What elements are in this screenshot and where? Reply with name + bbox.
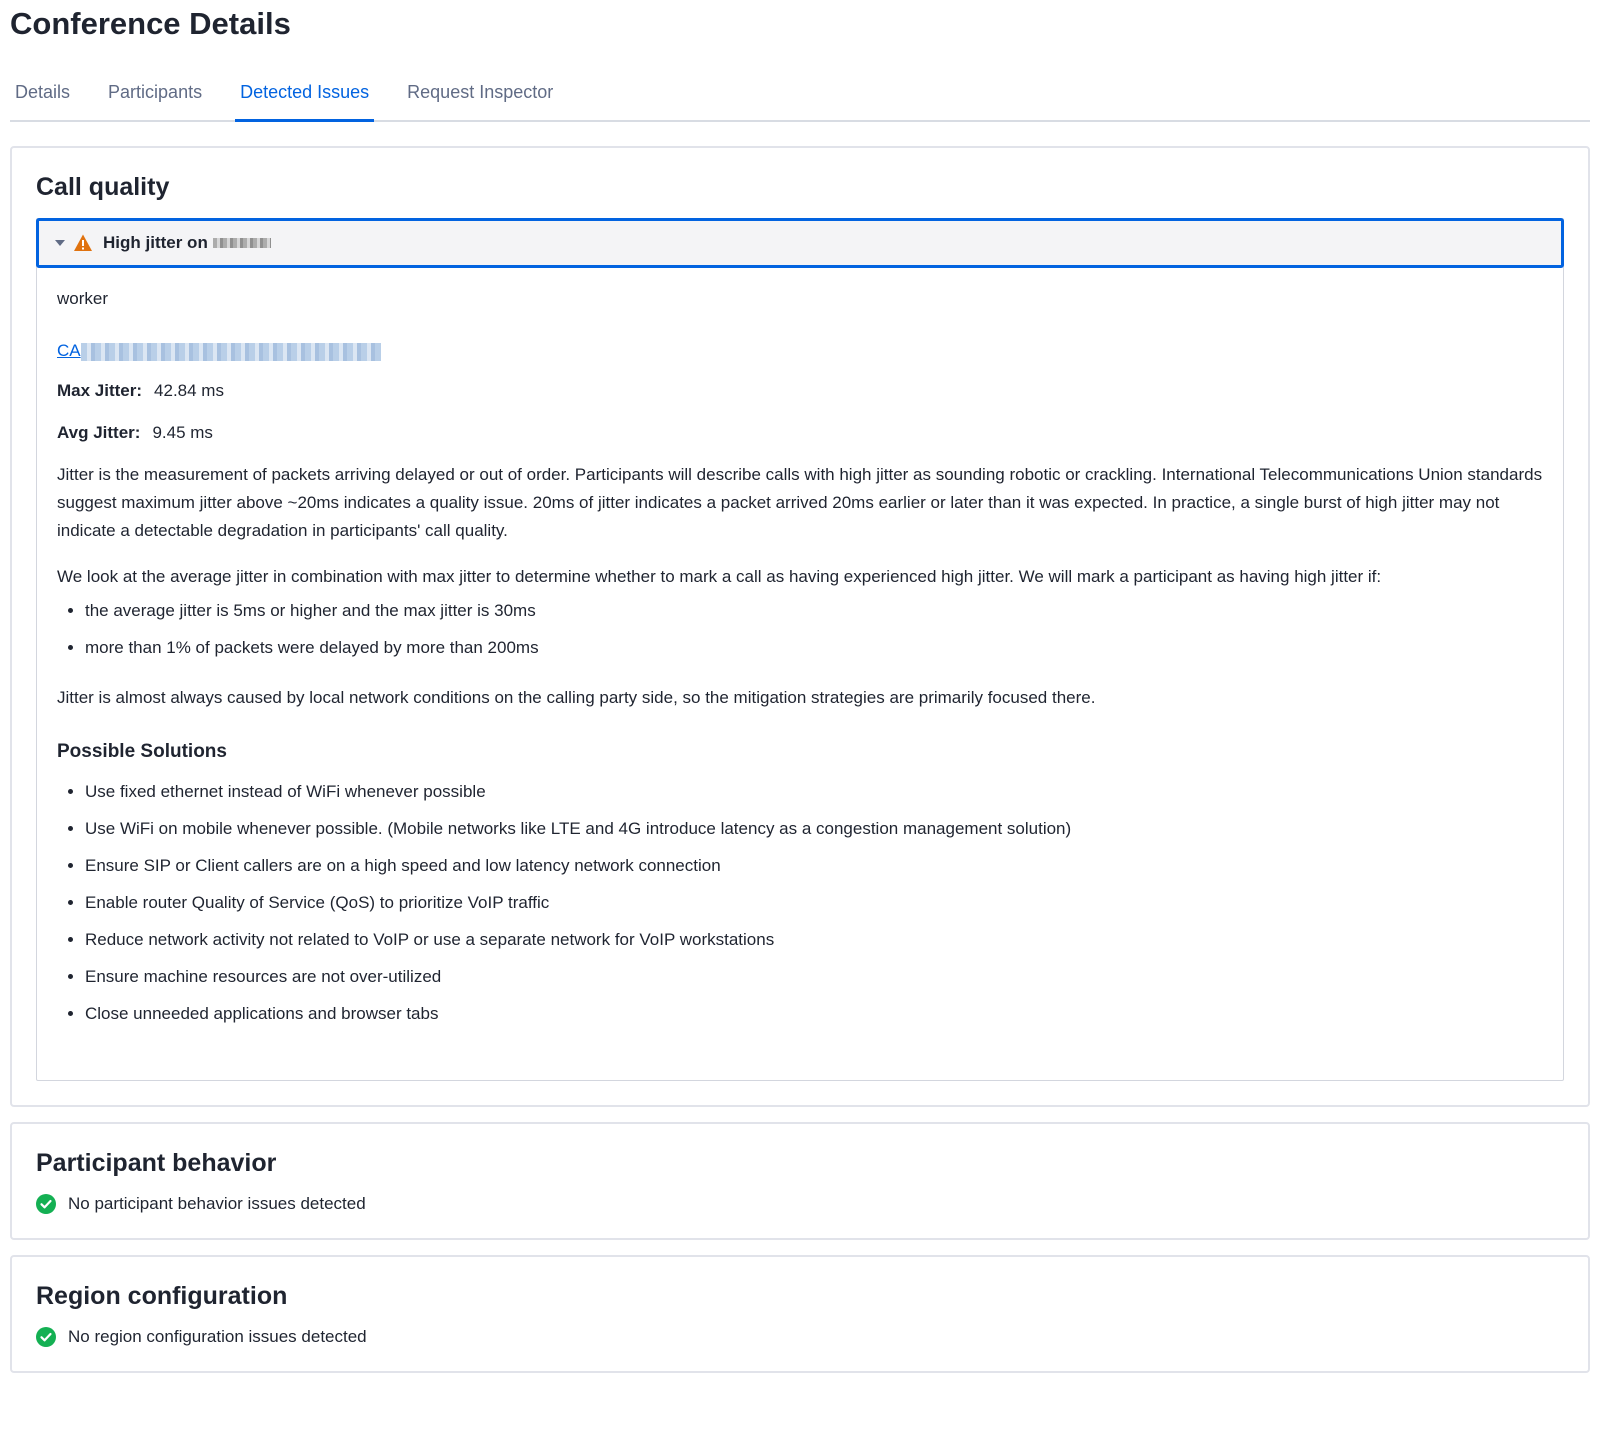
call-sid-link[interactable] (57, 341, 381, 360)
list-item: • Use fixed ethernet instead of WiFi whenever possible (85, 778, 1543, 806)
tab-details[interactable]: Details (15, 82, 71, 102)
issue-title: High jitter on (103, 233, 208, 252)
list-item: • Use WiFi on mobile whenever possible. (Mobile networks like LTE and 4G introduce latency as a congestion management solution) (85, 815, 1543, 843)
check-circle-icon (36, 1194, 56, 1214)
call-sid-prefix: CA (57, 341, 81, 360)
tab-detected-issues[interactable]: Detected Issues (235, 82, 374, 122)
tab-participants[interactable]: Participants (108, 82, 203, 102)
call-quality-heading: Call quality (36, 173, 170, 201)
call-quality-card (10, 146, 1590, 1107)
max-jitter-row (57, 377, 1543, 405)
max-jitter-label: Max Jitter: (57, 381, 143, 400)
participant-behavior-card (10, 1122, 1590, 1240)
solutions-heading: Possible Solutions (57, 741, 227, 762)
participant-behavior-status (36, 1194, 1564, 1214)
region-configuration-heading: Region configuration (36, 1282, 288, 1310)
redacted-call-sid (81, 343, 381, 361)
region-configuration-status (36, 1327, 1564, 1347)
list-item: • the average jitter is 5ms or higher and the max jitter is 30ms (85, 597, 1543, 625)
participant-role: worker (57, 289, 109, 308)
region-configuration-card (10, 1255, 1590, 1373)
chevron-down-icon (55, 240, 65, 246)
list-item: • Enable router Quality of Service (QoS) to prioritize VoIP traffic (85, 889, 1543, 917)
list-item: • more than 1% of packets were delayed by more than 200ms (85, 634, 1543, 662)
avg-jitter-row (57, 419, 1543, 447)
list-item: • Reduce network activity not related to VoIP or use a separate network for VoIP workstations (85, 926, 1543, 954)
max-jitter-value: 42.84 ms (154, 381, 224, 400)
check-circle-icon (36, 1327, 56, 1347)
issue-details (37, 267, 1563, 1080)
tab-request-inspector[interactable]: Request Inspector (407, 82, 554, 102)
criteria-list (57, 597, 1543, 662)
page-title: Conference Details (10, 6, 291, 41)
jitter-description: Jitter is the measurement of packets arriving delayed or out of order. Participants will describe calls with high jitter as sounding robotic or crackling. International Telecommunications Union standards suggest maximum jitter above ~20ms indicates a quality issue. 20ms of jitter indicates a packet arrived 20ms earlier or later than it was expected. In practice, a single burst of high jitter may not indicate a detectable degradation in participants' call quality. (57, 465, 1543, 540)
list-item: • Close unneeded applications and browser tabs (85, 1000, 1543, 1028)
redacted-participant-name (213, 238, 271, 248)
participant-behavior-status-text: No participant behavior issues detected (68, 1194, 366, 1213)
list-item: • Ensure SIP or Client callers are on a high speed and low latency network connection (85, 852, 1543, 880)
high-jitter-disclosure-header[interactable] (36, 218, 1564, 268)
warning-icon (73, 233, 93, 253)
call-sid (57, 337, 1543, 365)
criteria-intro: We look at the average jitter in combination with max jitter to determine whether to mark a call as having experienced high jitter. We will mark a participant as having high jitter if: (57, 567, 1382, 586)
high-jitter-disclosure (36, 218, 1564, 1081)
jitter-cause: Jitter is almost always caused by local network conditions on the calling party side, so the mitigation strategies are primarily focused there. (57, 688, 1096, 707)
list-item: • Ensure machine resources are not over-utilized (85, 963, 1543, 991)
avg-jitter-label: Avg Jitter: (57, 423, 141, 442)
participant-behavior-heading: Participant behavior (36, 1149, 277, 1177)
tab-bar (10, 62, 1590, 122)
solutions-list (57, 778, 1543, 1028)
avg-jitter-value: 9.45 ms (152, 423, 213, 442)
region-configuration-status-text: No region configuration issues detected (68, 1327, 367, 1346)
